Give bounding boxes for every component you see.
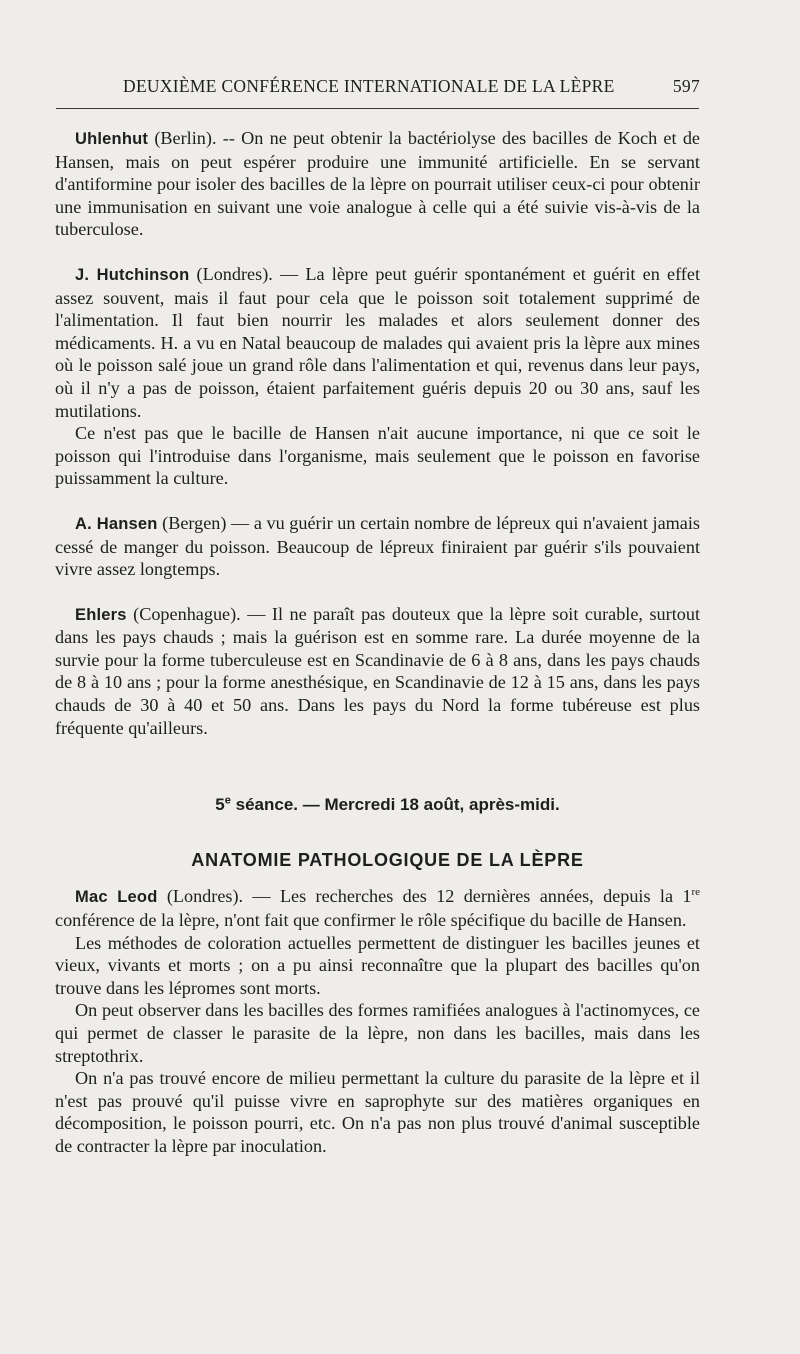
paragraph-text: (Copenhague). — Il ne paraît pas douteux que la lèpre soit curable, surtout dans les pays chauds ; mais la guérison est en somme rare. La durée moyenne de la survie pour la forme tuberculeuse est en Scandinavie de 6 à 8 ans, dans les pays chauds de 8 à 10 ans ; pour la forme anesthésique, en Scandinavie de 12 à 15 ans, dans les pays chauds de 30 à 40 et 50 ans. Dans les pays du Nord la forme tubéreuse est plus fréquente qu'ailleurs. [55, 603, 700, 738]
speaker-name: Mac Leod [75, 888, 158, 907]
paragraph-macleod-2: Les méthodes de coloration actuelles permettent de distinguer les bacilles jeunes et vieux, vivants et morts ; on a pu ainsi reconnaître que la plupart des bacilles qu'on trouve dans les lépromes sont morts. [55, 932, 700, 998]
paragraph-ehlers [55, 603, 700, 740]
paragraph-text: (Londres). — La lèpre peut guérir spontanément et guérit en effet assez souvent, mais il faut pour cela que le poisson soit totalement supprimé de l'alimentation. Il faut bien nourrir les malades et alors seulement donner des médicaments. H. a vu en Natal beaucoup de malades qui avaient pris la lèpre aux mines où le poisson salé joue un grand rôle dans l'alimentation et qui, revenus dans leur pays, où il n'y a pas de poisson, étaient parfaitement guéris depuis 20 ou 30 ans, sauf les mutilations. [55, 263, 700, 421]
speaker-name: J. Hutchinson [75, 265, 190, 284]
paragraph-macleod-4: On n'a pas trouvé encore de milieu permettant la culture du parasite de la lèpre et il n'est pas prouvé qu'il puisse vivre en saprophyte sur des matières organiques en décomposition, le poisson pourri, etc. On n'a pas non plus trouvé d'animal susceptible de contracter la lèpre par inoculation. [55, 1068, 700, 1156]
paragraph-text: (Londres). — Les recherches des 12 dernières années, depuis la 1 [157, 886, 692, 907]
header-rule [56, 108, 699, 109]
session-superscript: e [224, 794, 231, 807]
speaker-name: A. Hansen [75, 514, 158, 533]
section-title: ANATOMIE PATHOLOGIQUE DE LA LÈPRE [191, 849, 584, 870]
paragraph-hutchinson [55, 263, 700, 422]
ordinal-superscript: re [691, 886, 700, 899]
session-text: séance. — Mercredi 18 août, après-midi. [230, 795, 560, 815]
paragraph-macleod [55, 885, 700, 931]
paragraph-uhlenhut [55, 127, 700, 241]
speaker-name: Ehlers [75, 605, 127, 624]
page-number: 597 [672, 76, 700, 96]
paragraph-macleod-3: On peut observer dans les bacilles des formes ramifiées analogues à l'actinomyces, ce qui permet de classer le parasite de la lèpre, non dans les bacilles, mais dans les streptothrix. [55, 1000, 700, 1066]
running-title: DEUXIÈME CONFÉRENCE INTERNATIONALE DE LA LÈPRE [123, 76, 615, 96]
session-number: 5 [215, 795, 225, 815]
paragraph-text: (Bergen) — a vu guérir un certain nombre de lépreux qui n'avaient jamais cessé de manger du poisson. Beaucoup de lépreux finiraient par guérir s'ils pouvaient vivre assez longtemps. [55, 512, 700, 580]
body-text [55, 127, 700, 1158]
session-heading [55, 794, 700, 817]
paragraph-text: (Berlin). -- On ne peut obtenir la bactériolyse des bacilles de Koch et de Hansen, mais on peut espérer produire une immunité artificielle. En se servant d'antiformine pour isoler des bacilles de la lèpre on pourrait utiliser ceux-ci pour obtenir une immunisation en suivant une voie analogue à celle qui a été suivie vis-à-vis de la tuberculose. [55, 128, 700, 240]
paragraph-hansen [55, 512, 700, 581]
speaker-name: Uhlenhut [75, 130, 149, 148]
paragraph-hutchinson-continued: Ce n'est pas que le bacille de Hansen n'ait aucune importance, ni que ce soit le poisson qui l'introduise dans l'organisme, mais seulement que le poisson en favorise puissamment la culture. [55, 423, 700, 489]
paragraph-text: conférence de la lèpre, n'ont fait que confirmer le rôle spécifique du bacille de Hansen. [55, 910, 687, 931]
